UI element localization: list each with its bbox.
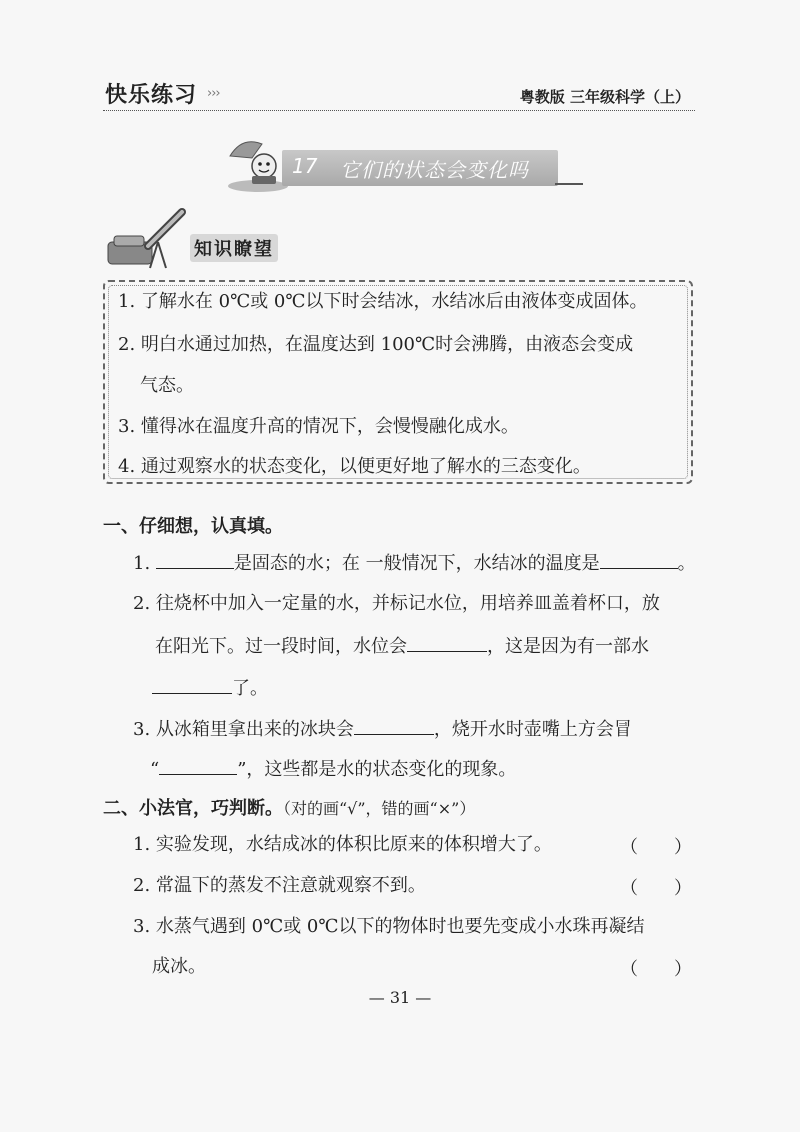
question-text: 3. 从冰箱里拿出来的冰块会 [133, 719, 354, 740]
judge-question-3-line2: 成冰。 [152, 956, 206, 977]
knowledge-item: 2. 明白水通过加热，在温度达到 100℃时会沸腾，由液态会变成 [118, 334, 634, 355]
answer-blank[interactable] [152, 675, 232, 694]
book-edition: 粤教版 三年级科学（上） [519, 88, 690, 106]
knowledge-box-inner-border [108, 285, 688, 479]
question-text: ，这是因为有一部水 [487, 636, 649, 657]
fill-question-3-line1 [133, 716, 632, 742]
lesson-title: 它们的状态会变化吗 [340, 158, 529, 182]
fill-question-2-line3 [152, 675, 268, 701]
answer-blank[interactable] [600, 550, 678, 569]
judge-question-1: 1. 实验发现，水结成冰的体积比原来的体积增大了。 [133, 834, 552, 855]
knowledge-item: 3. 懂得冰在温度升高的情况下，会慢慢融化成水。 [118, 416, 519, 437]
judge-question-2: 2. 常温下的蒸发不注意就观察不到。 [133, 875, 426, 896]
question-text: ”，这些都是水的状态变化的现象。 [237, 759, 517, 780]
fill-question-1 [133, 550, 696, 576]
answer-parentheses[interactable]: （ ） [620, 959, 692, 980]
answer-blank[interactable] [159, 756, 237, 775]
fill-question-2-line1: 2. 往烧杯中加入一定量的水，并标记水位，用培养皿盖着杯口，放 [133, 593, 660, 614]
knowledge-item: 1. 了解水在 0℃或 0℃以下时会结冰，水结冰后由液体变成固体。 [118, 291, 648, 312]
telescope-icon [104, 206, 194, 270]
question-text: ，烧开水时壶嘴上方会冒 [433, 719, 632, 740]
answer-blank[interactable] [407, 633, 487, 652]
fill-question-2-line2 [155, 633, 649, 659]
answer-blank[interactable] [354, 716, 434, 735]
lesson-number: 17 [292, 154, 318, 178]
question-text: 在阳光下。过一段时间，水位会 [155, 636, 407, 657]
question-text: 是固态的水；在 一般情况下，水结冰的温度是 [233, 553, 600, 574]
question-text: 了。 [232, 678, 268, 699]
book-series-title: 快乐练习 [105, 83, 198, 108]
section-title: 二、小法官，巧判断。 [103, 798, 283, 819]
section-heading [103, 794, 475, 820]
fill-question-3-line2 [150, 756, 516, 782]
question-number: 1. [133, 553, 151, 574]
knowledge-heading: 知识瞭望 [190, 234, 278, 262]
section-instructions: （对的画“√”，错的画“×”） [283, 799, 476, 818]
title-underline [555, 183, 583, 185]
answer-parentheses[interactable]: （ ） [620, 837, 692, 858]
chevron-arrows-icon: ››› [207, 86, 220, 101]
answer-parentheses[interactable]: （ ） [620, 878, 692, 899]
question-text: 。 [677, 553, 696, 574]
section-heading: 一、仔细想，认真填。 [103, 516, 283, 537]
page-number: — 31 — [368, 988, 432, 1007]
knowledge-item: 4. 通过观察水的状态变化，以便更好地了解水的三态变化。 [118, 456, 591, 477]
answer-blank[interactable] [156, 550, 234, 569]
header-divider [103, 110, 695, 111]
knowledge-item: 气态。 [140, 375, 194, 396]
question-text: “ [150, 759, 160, 780]
judge-question-3-line1: 3. 水蒸气遇到 0℃或 0℃以下的物体时也要先变成小水珠再凝结 [133, 916, 645, 937]
